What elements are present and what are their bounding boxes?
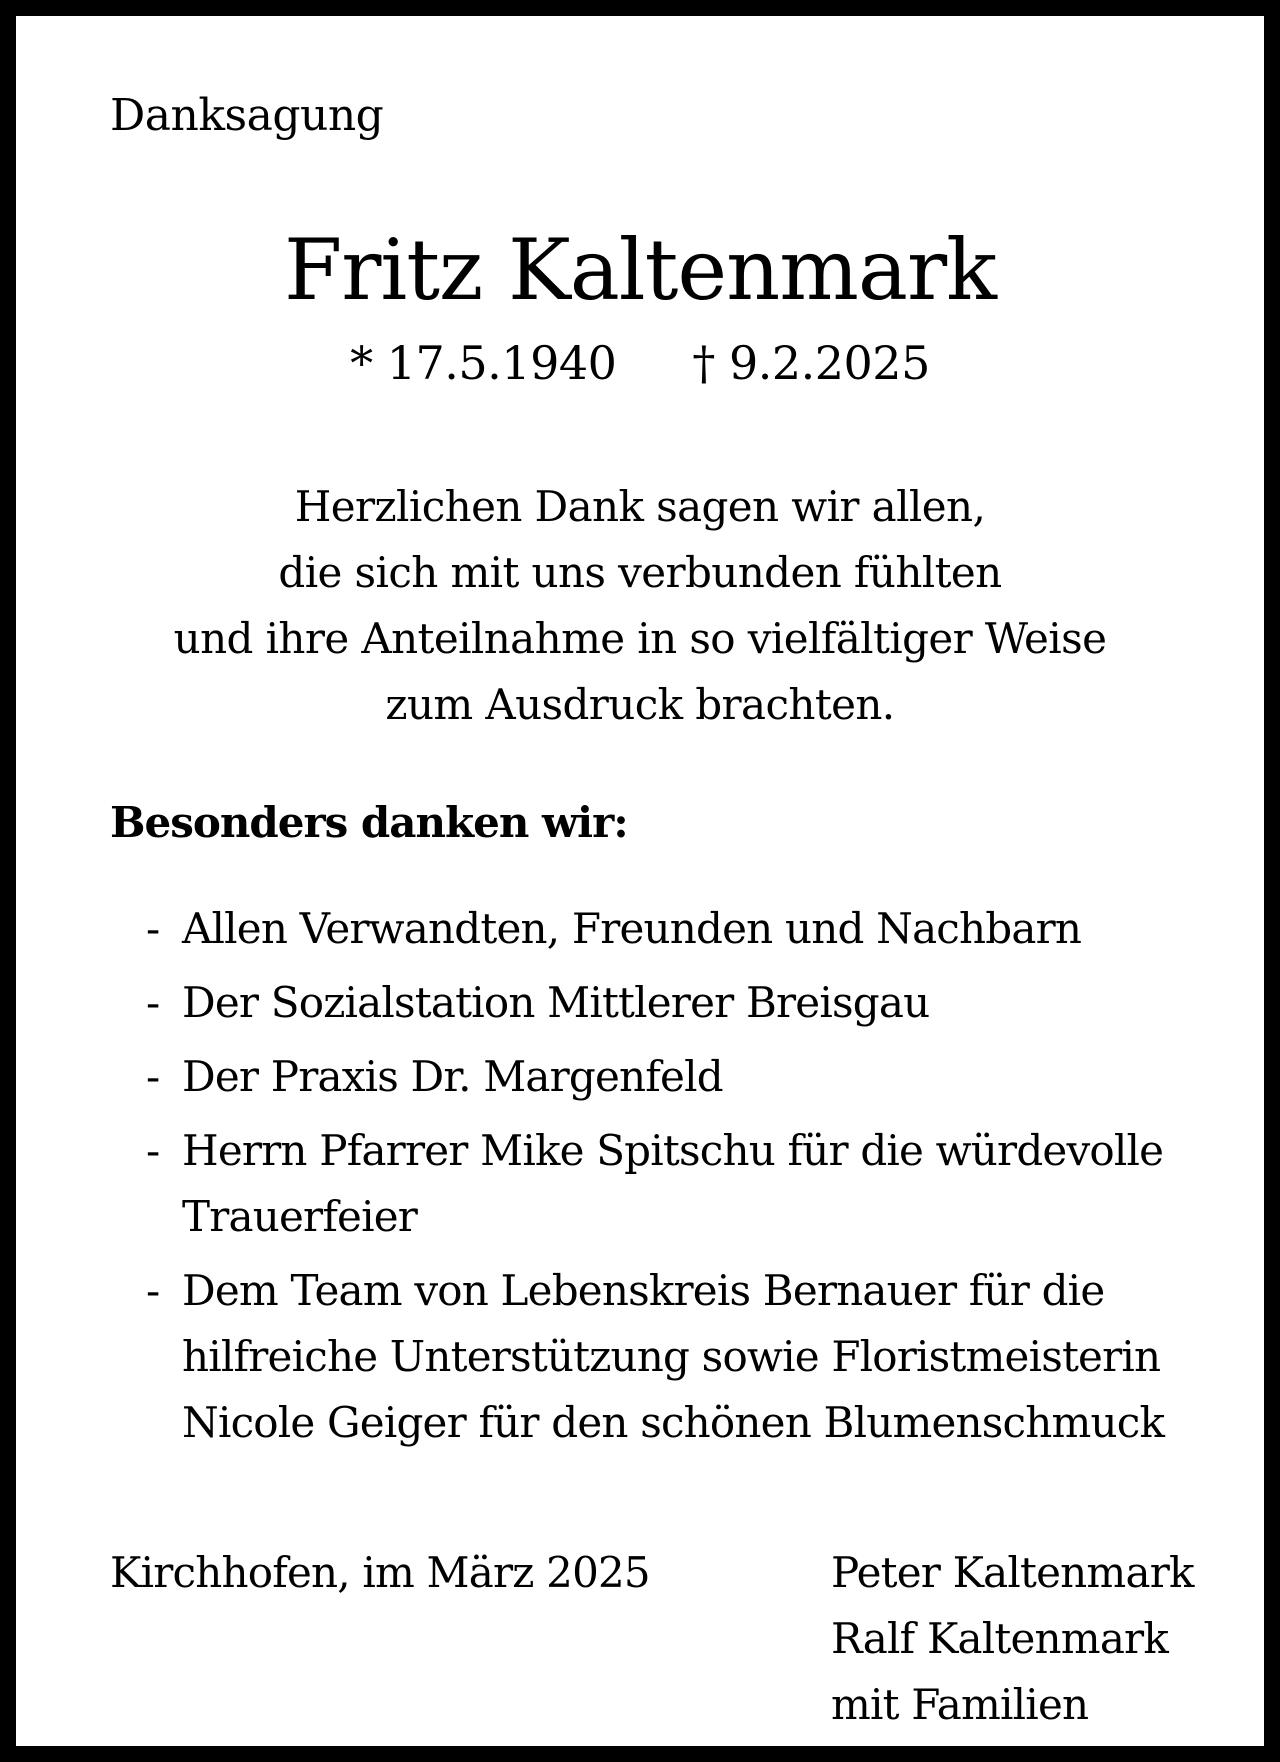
list-item-text: Allen Verwandten, Freunden und Nachbarn	[182, 904, 1082, 953]
signer: Peter Kaltenmark	[831, 1548, 1194, 1597]
signers	[831, 1540, 1194, 1738]
list-bullet: -	[146, 1052, 160, 1101]
list-bullet: -	[146, 904, 160, 953]
thanks-line: Herzlichen Dank sagen wir allen,	[294, 482, 986, 531]
special-thanks-list	[146, 896, 1226, 1464]
list-item	[146, 1118, 1226, 1250]
list-item-text: Der Sozialstation Mittlerer Breisgau	[182, 978, 930, 1027]
list-bullet: -	[146, 1266, 160, 1315]
list-bullet: -	[146, 1126, 160, 1175]
death-date: † 9.2.2025	[692, 336, 930, 390]
thanks-line: zum Ausdruck brachten.	[385, 680, 895, 729]
life-dates	[16, 336, 1264, 390]
thanks-message	[16, 474, 1264, 738]
birth-date: * 17.5.1940	[350, 336, 617, 390]
list-item-text: Dem Team von Lebenskreis Bernauer für die hilfreiche Unterstützung sowie Floristmeisterin Nicole Geiger für den schönen Blumenschmuck	[182, 1266, 1165, 1447]
list-item	[146, 896, 1226, 962]
list-bullet: -	[146, 978, 160, 1027]
list-item	[146, 1258, 1226, 1456]
thanks-line: und ihre Anteilnahme in so vielfältiger Weise	[173, 614, 1107, 663]
signer: mit Familien	[831, 1680, 1089, 1729]
list-item	[146, 1044, 1226, 1110]
special-thanks-heading: Besonders danken wir:	[110, 798, 628, 847]
list-item	[146, 970, 1226, 1036]
deceased-name: Fritz Kaltenmark	[283, 221, 997, 319]
signer: Ralf Kaltenmark	[831, 1614, 1168, 1663]
thanks-line: die sich mit uns verbunden fühlten	[278, 548, 1002, 597]
list-item-text: Herrn Pfarrer Mike Spitschu für die würdevolle Trauerfeier	[182, 1126, 1164, 1241]
notice-heading: Danksagung	[110, 90, 384, 141]
place-date: Kirchhofen, im März 2025	[110, 1548, 650, 1597]
list-item-text: Der Praxis Dr. Margenfeld	[182, 1052, 723, 1101]
